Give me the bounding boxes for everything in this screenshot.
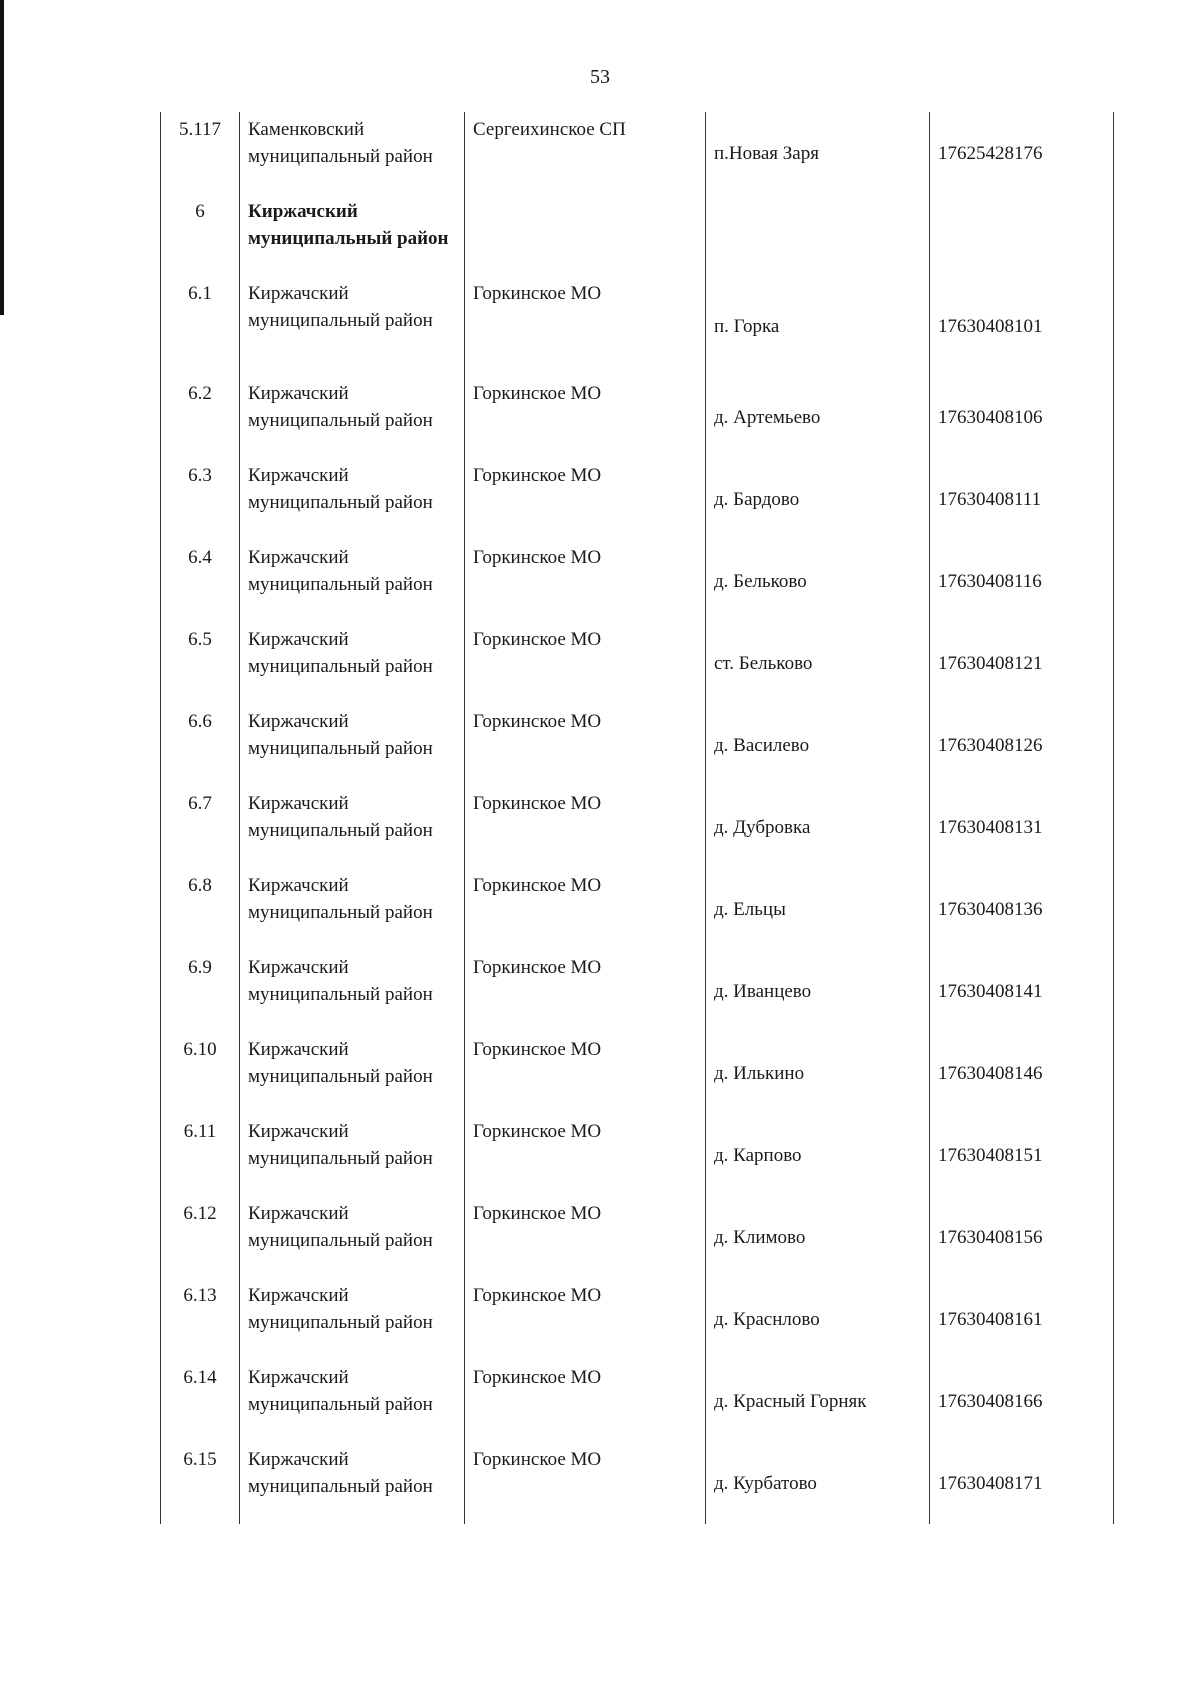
locality-cell: д. Иванцево [706,950,930,1032]
locality-cell: д. Курбатово [706,1442,930,1524]
locality-cell: д. Климово [706,1196,930,1278]
oktmo-code-cell: 17630408116 [930,540,1114,622]
locality-cell: д. Ельцы [706,868,930,950]
district-cell: Киржачский муниципальный район [240,704,465,786]
table-row [161,540,1114,622]
table-row [161,950,1114,1032]
row-number: 6.13 [161,1278,240,1360]
district-cell: Киржачский муниципальный район [240,276,465,376]
oktmo-code-cell: 17630408151 [930,1114,1114,1196]
row-number: 6.12 [161,1196,240,1278]
oktmo-code-cell: 17630408111 [930,458,1114,540]
municipality-cell: Горкинское МО [465,1196,706,1278]
row-number: 6.2 [161,376,240,458]
district-cell: Киржачский муниципальный район [240,868,465,950]
table-body [161,112,1114,1524]
row-number: 6.5 [161,622,240,704]
locality-cell: ст. Бельково [706,622,930,704]
municipality-cell: Горкинское МО [465,1032,706,1114]
table-row [161,458,1114,540]
locality-cell: д. Бардово [706,458,930,540]
district-cell: Киржачский муниципальный район [240,1196,465,1278]
oktmo-code-cell: 17630408166 [930,1360,1114,1442]
locality-cell: д. Василево [706,704,930,786]
district-cell: Киржачский муниципальный район [240,540,465,622]
table-row [161,1442,1114,1524]
locality-cell [706,194,930,276]
district-cell: Киржачский муниципальный район [240,1278,465,1360]
municipality-cell: Горкинское МО [465,868,706,950]
page-number: 53 [590,66,610,88]
locality-cell: д. Красный Горняк [706,1360,930,1442]
municipality-cell: Горкинское МО [465,1114,706,1196]
table-row [161,868,1114,950]
locality-cell: д. Дубровка [706,786,930,868]
locality-cell: п.Новая Заря [706,112,930,194]
locality-table [160,112,1114,1524]
row-number: 6.8 [161,868,240,950]
row-number: 6.11 [161,1114,240,1196]
row-number: 6.14 [161,1360,240,1442]
row-number: 6.9 [161,950,240,1032]
table-row [161,622,1114,704]
table-row [161,194,1114,276]
district-cell: Киржачский муниципальный район [240,458,465,540]
municipality-cell: Горкинское МО [465,1442,706,1524]
oktmo-code-cell [930,194,1114,276]
municipality-cell: Сергеихинское СП [465,112,706,194]
table-row [161,1360,1114,1442]
oktmo-code-cell: 17630408156 [930,1196,1114,1278]
locality-cell: д. Артемьево [706,376,930,458]
municipality-cell: Горкинское МО [465,950,706,1032]
municipality-cell: Горкинское МО [465,622,706,704]
district-cell: Киржачский муниципальный район [240,786,465,868]
municipality-cell: Горкинское МО [465,540,706,622]
row-number: 6.6 [161,704,240,786]
oktmo-code-cell: 17630408126 [930,704,1114,786]
table-row [161,276,1114,376]
municipality-cell: Горкинское МО [465,704,706,786]
row-number: 6.3 [161,458,240,540]
locality-cell: д. Краснлово [706,1278,930,1360]
municipality-cell: Горкинское МО [465,376,706,458]
row-number: 6.7 [161,786,240,868]
municipality-cell: Горкинское МО [465,1278,706,1360]
oktmo-code-cell: 17630408101 [930,276,1114,376]
district-cell: Киржачский муниципальный район [240,622,465,704]
municipality-cell: Горкинское МО [465,458,706,540]
row-number: 5.117 [161,112,240,194]
locality-cell: д. Илькино [706,1032,930,1114]
table-row [161,1032,1114,1114]
district-cell: Киржачский муниципальный район [240,950,465,1032]
table-row [161,112,1114,194]
oktmo-code-cell: 17630408106 [930,376,1114,458]
table-row [161,704,1114,786]
district-cell: Киржачский муниципальный район [240,1360,465,1442]
row-number: 6 [161,194,240,276]
oktmo-code-cell: 17630408161 [930,1278,1114,1360]
locality-cell: п. Горка [706,276,930,376]
municipality-cell: Горкинское МО [465,276,706,376]
district-cell: Киржачский муниципальный район [240,376,465,458]
oktmo-code-cell: 17630408146 [930,1032,1114,1114]
table-row [161,1114,1114,1196]
district-cell: Киржачский муниципальный район [240,1032,465,1114]
locality-cell: д. Карпово [706,1114,930,1196]
oktmo-code-cell: 17630408121 [930,622,1114,704]
scan-edge-bar [0,0,4,315]
table-row [161,786,1114,868]
table-row [161,1196,1114,1278]
oktmo-code-cell: 17630408141 [930,950,1114,1032]
district-cell: Киржачский муниципальный район [240,194,465,276]
oktmo-code-cell: 17630408171 [930,1442,1114,1524]
row-number: 6.15 [161,1442,240,1524]
district-cell: Киржачский муниципальный район [240,1442,465,1524]
oktmo-code-cell: 17625428176 [930,112,1114,194]
row-number: 6.1 [161,276,240,376]
oktmo-code-cell: 17630408131 [930,786,1114,868]
oktmo-code-cell: 17630408136 [930,868,1114,950]
row-number: 6.10 [161,1032,240,1114]
locality-cell: д. Бельково [706,540,930,622]
municipality-cell: Горкинское МО [465,786,706,868]
municipality-cell [465,194,706,276]
district-cell: Каменковский муниципальный район [240,112,465,194]
table-row [161,376,1114,458]
municipality-cell: Горкинское МО [465,1360,706,1442]
district-cell: Киржачский муниципальный район [240,1114,465,1196]
row-number: 6.4 [161,540,240,622]
table-row [161,1278,1114,1360]
